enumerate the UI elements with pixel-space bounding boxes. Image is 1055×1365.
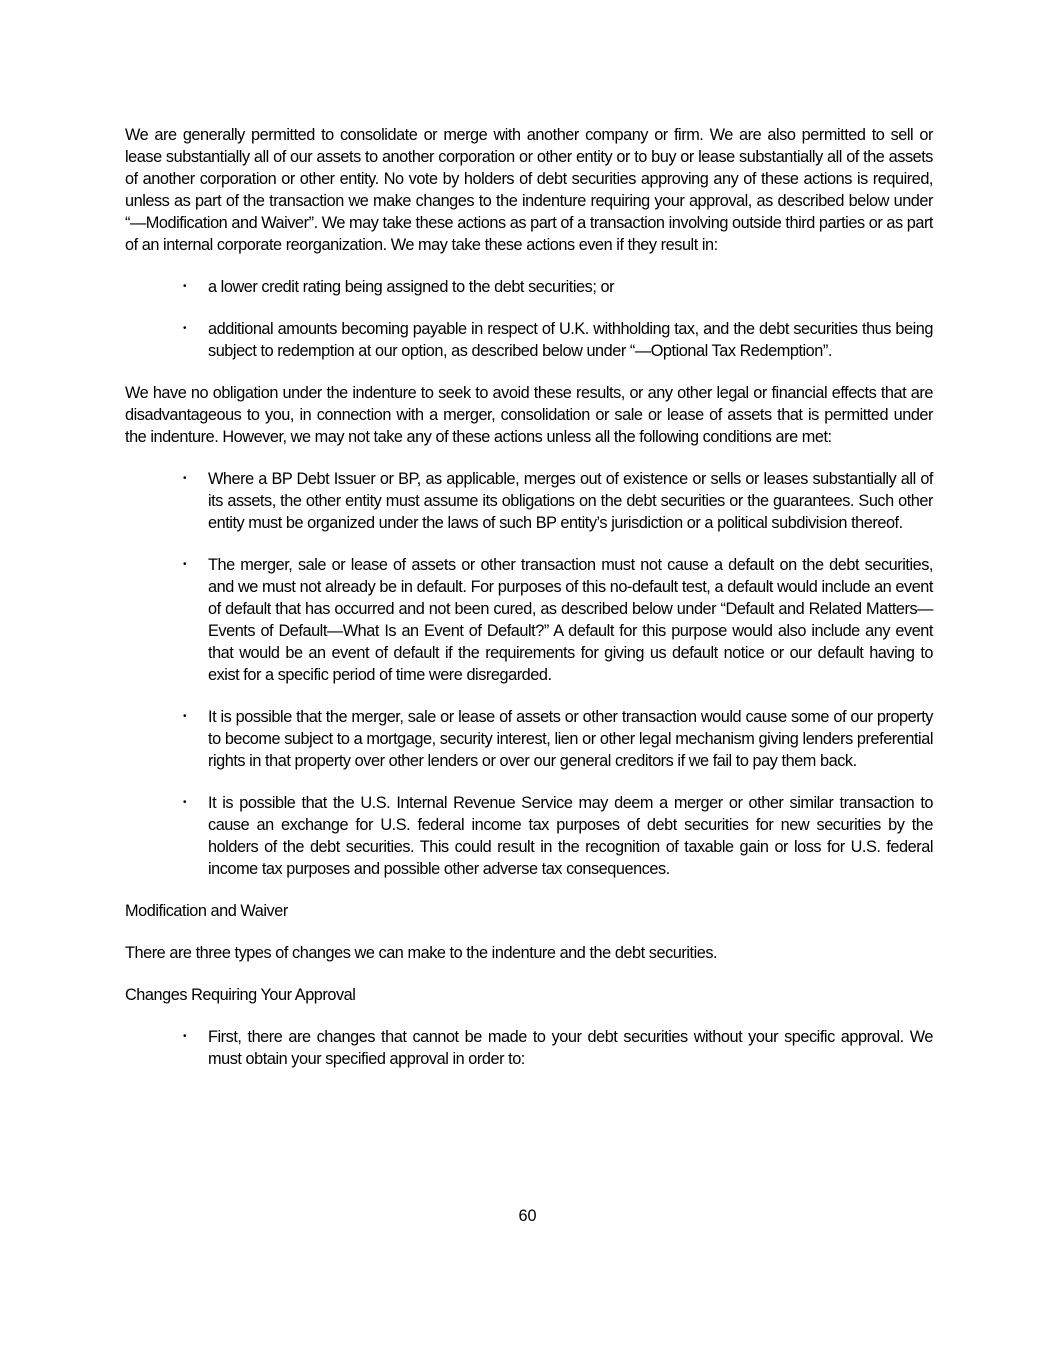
section-heading-modification: Modification and Waiver xyxy=(125,902,288,920)
obligation-paragraph: We have no obligation under the indenture to seek to avoid these results, or any other legal or financial effects that are disadvantageous to you, in connection with a merger, consolidation or sale or lease of assets that is permitted under the indenture. However, we may not take any of these actions unless all the following conditions are met: xyxy=(125,384,933,446)
results-list xyxy=(125,276,933,362)
list-item-text: First, there are changes that cannot be made to your debt securities without your specific approval. We must obtain your specified approval in order to: xyxy=(208,1028,933,1068)
bullet-icon: • xyxy=(183,559,187,570)
bullet-icon: • xyxy=(183,473,187,484)
page-number: 60 xyxy=(518,1207,537,1225)
list-item-text: Where a BP Debt Issuer or BP, as applicable, merges out of existence or sells or leases substantially all of its assets, the other entity must assume its obligations on the debt securities or the guarantees. Such other entity must be organized under the laws of such BP entity’s jurisdiction or a political subdivision thereof. xyxy=(208,470,933,532)
bullet-icon: • xyxy=(183,797,187,808)
list-item xyxy=(125,276,933,298)
list-item xyxy=(125,468,933,534)
list-item-text: It is possible that the merger, sale or lease of assets or other transaction would cause some of our property to become subject to a mortgage, security interest, lien or other legal mechanism giving lenders preferential rights in that property over other lenders or over our general creditors if we fail to pay them back. xyxy=(208,708,933,770)
approval-list xyxy=(125,1026,933,1070)
types-paragraph: There are three types of changes we can make to the indenture and the debt securities. xyxy=(125,944,718,962)
list-item-text: additional amounts becoming payable in respect of U.K. withholding tax, and the debt securities thus being subject to redemption at our option, as described below under “—Optional Tax Redemption”. xyxy=(208,320,933,360)
section-heading-changes: Changes Requiring Your Approval xyxy=(125,986,356,1004)
list-item xyxy=(125,1026,933,1070)
bullet-icon: • xyxy=(183,711,187,722)
list-item-text: a lower credit rating being assigned to the debt securities; or xyxy=(208,278,615,296)
conditions-list xyxy=(125,468,933,880)
intro-paragraph: We are generally permitted to consolidate or merge with another company or firm. We are also permitted to sell or lease substantially all of our assets to another corporation or other entity or to buy or lease substantially all of the assets of another corporation or other entity. No vote by holders of debt securities approving any of these actions is required, unless as part of the transaction we make changes to the indenture requiring your approval, as described below under “—Modification and Waiver”. We may take these actions as part of a transaction involving outside third parties or as part of an internal corporate reorganization. We may take these actions even if they result in: xyxy=(125,126,933,254)
bullet-icon: • xyxy=(183,281,187,292)
list-item xyxy=(125,706,933,772)
document-body xyxy=(125,124,933,1070)
list-item-text: The merger, sale or lease of assets or other transaction must not cause a default on the debt securities, and we must not already be in default. For purposes of this no-default test, a default would include an event of default that has occurred and not been cured, as described below under “Default and Related Matters—Events of Default—What Is an Event of Default?” A default for this purpose would also include any event that would be an event of default if the requirements for giving us default notice or our default having to exist for a specific period of time were disregarded. xyxy=(208,556,933,684)
bullet-icon: • xyxy=(183,323,187,334)
list-item xyxy=(125,318,933,362)
list-item-text: It is possible that the U.S. Internal Revenue Service may deem a merger or other similar transaction to cause an exchange for U.S. federal income tax purposes of debt securities for new securities by the holders of the debt securities. This could result in the recognition of taxable gain or loss for U.S. federal income tax purposes and possible other adverse tax consequences. xyxy=(208,794,933,878)
bullet-icon: • xyxy=(183,1031,187,1042)
list-item xyxy=(125,554,933,686)
list-item xyxy=(125,792,933,880)
